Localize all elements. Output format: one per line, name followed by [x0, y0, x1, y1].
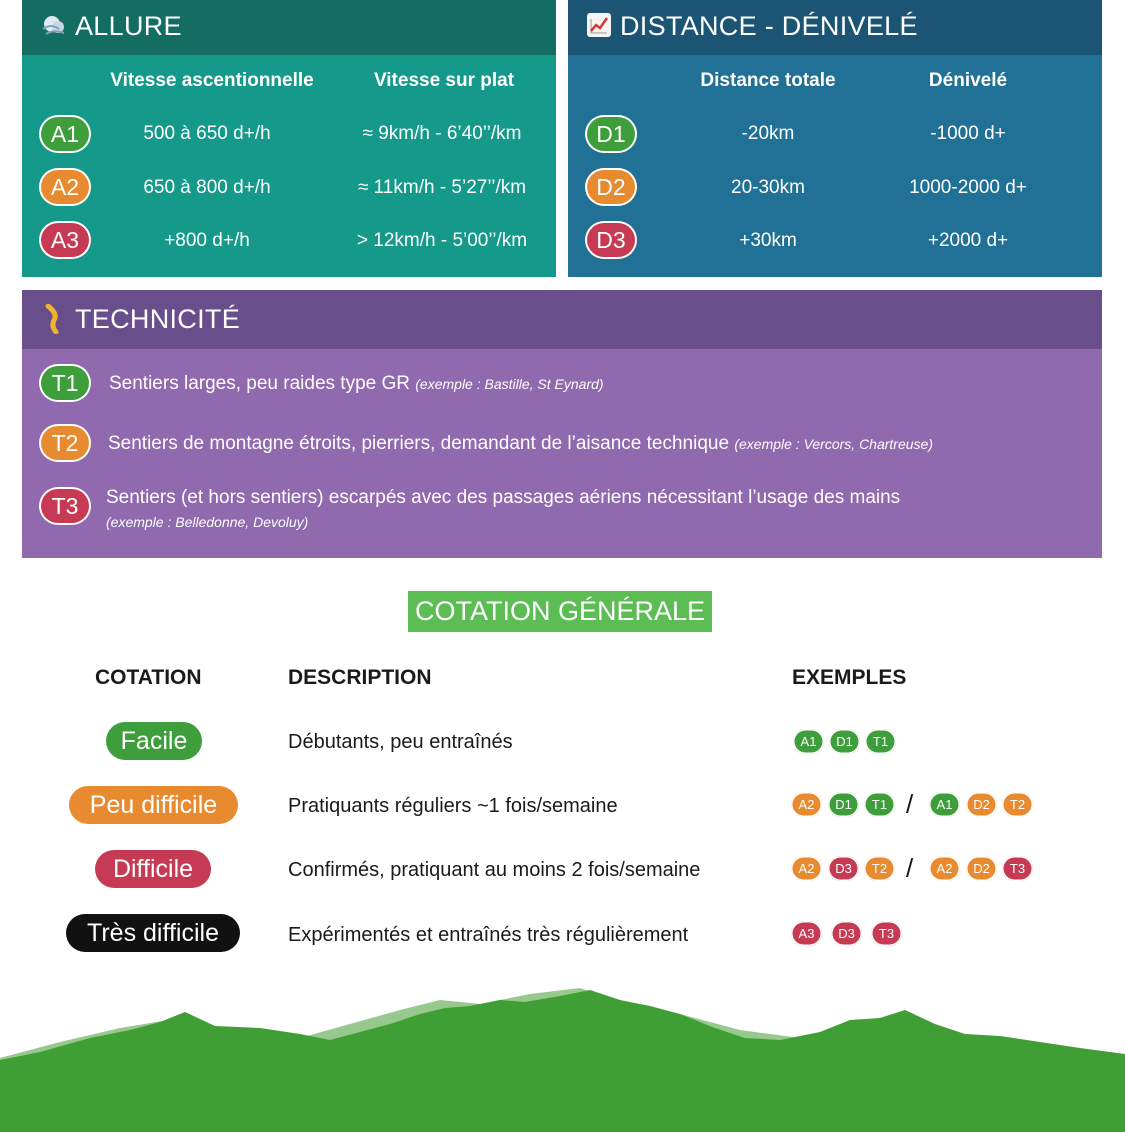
example-badge: T1 — [864, 792, 895, 817]
example-badge: A3 — [791, 921, 822, 946]
distance-panel — [568, 0, 1102, 277]
cotation-label-facile: Facile — [106, 722, 202, 760]
example-badge: D2 — [966, 792, 997, 817]
distance-col-denivele: Dénivelé — [928, 70, 1008, 91]
tech-t2-text: Sentiers de montagne étroits, pierriers, demandant de l’aisance technique — [108, 433, 735, 454]
tech-t3-text: Sentiers (et hors sentiers) escarpés avec des passages aériens nécessitant l’usage des mains — [106, 487, 901, 508]
example-badge: T2 — [864, 856, 895, 881]
tech-t3-example: (exemple : Belledonne, Devoluy) — [106, 514, 309, 530]
example-separator: / — [906, 789, 914, 819]
example-badge: D1 — [828, 792, 859, 817]
example-badge: A2 — [791, 792, 822, 817]
distance-col-total: Distance totale — [700, 70, 836, 91]
example-badge: A1 — [793, 729, 824, 754]
allure-a3-plat: > 12km/h - 5’00’’/km — [356, 230, 528, 251]
cotation-desc-facile: Débutants, peu entraînés — [288, 731, 513, 753]
tech-t1-example: (exemple : Bastille, St Eynard) — [415, 376, 604, 392]
tech-t2-description — [108, 433, 933, 455]
allure-a2-ascension: 650 à 800 d+/h — [143, 177, 271, 198]
cotation-label-difficile: Difficile — [95, 850, 211, 888]
tech-t2-example: (exemple : Vercors, Chartreuse) — [734, 436, 933, 452]
example-badge: A1 — [929, 792, 960, 817]
tech-t1-description — [109, 373, 604, 395]
leg-icon — [44, 304, 62, 339]
allure-code-a1: A1 — [39, 115, 91, 153]
cotation-title: COTATION GÉNÉRALE — [408, 591, 712, 632]
allure-a1-ascension: 500 à 650 d+/h — [143, 123, 271, 144]
example-separator: / — [906, 853, 914, 883]
allure-a3-ascension: +800 d+/h — [164, 230, 250, 251]
example-badge: T3 — [1002, 856, 1033, 881]
example-badge: D3 — [828, 856, 859, 881]
distance-code-d2: D2 — [585, 168, 637, 206]
mountain-landscape — [0, 980, 1125, 1132]
distance-d3-denivele: +2000 d+ — [927, 230, 1009, 251]
cotation-desc-tres-difficile: Expérimentés et entraînés très régulièrement — [288, 924, 689, 946]
tech-t1-text: Sentiers larges, peu raides type GR — [109, 373, 416, 394]
allure-a1-plat: ≈ 9km/h - 6’40’’/km — [362, 123, 522, 144]
example-badge: D3 — [831, 921, 862, 946]
technicite-title: TECHNICITÉ — [75, 304, 240, 334]
example-badge: T3 — [871, 921, 902, 946]
example-badge: A2 — [929, 856, 960, 881]
tech-code-t2: T2 — [39, 424, 91, 462]
example-badge: A2 — [791, 856, 822, 881]
cotation-label-tres-difficile: Très difficile — [66, 914, 240, 952]
distance-code-d1: D1 — [585, 115, 637, 153]
allure-header — [22, 0, 556, 55]
distance-code-d3: D3 — [585, 221, 637, 259]
distance-d3-total: +30km — [739, 230, 797, 251]
allure-title: ALLURE — [75, 11, 182, 41]
example-badge: T1 — [865, 729, 896, 754]
cotation-desc-peu-difficile: Pratiquants réguliers ~1 fois/semaine — [288, 795, 618, 817]
allure-a2-plat: ≈ 11km/h - 5’27’’/km — [357, 177, 527, 198]
example-badge: D1 — [829, 729, 860, 754]
allure-col-ascension: Vitesse ascentionnelle — [110, 70, 314, 91]
distance-d1-total: -20km — [741, 123, 795, 144]
mountain-front — [0, 990, 1125, 1132]
cotation-header-cotation: COTATION — [95, 666, 202, 689]
tech-code-t1: T1 — [39, 364, 91, 402]
chart-up-icon — [586, 12, 612, 43]
allure-panel — [22, 0, 556, 277]
cotation-desc-difficile: Confirmés, pratiquant au moins 2 fois/semaine — [288, 859, 701, 881]
allure-col-plat: Vitesse sur plat — [373, 70, 515, 91]
technicite-panel — [22, 290, 1102, 558]
cotation-header-exemples: EXEMPLES — [792, 666, 907, 689]
distance-d2-total: 20-30km — [731, 177, 805, 198]
distance-header — [568, 0, 1102, 55]
allure-code-a2: A2 — [39, 168, 91, 206]
tech-code-t3: T3 — [39, 487, 91, 525]
example-badge: T2 — [1002, 792, 1033, 817]
distance-d2-denivele: 1000-2000 d+ — [909, 177, 1027, 198]
allure-code-a3: A3 — [39, 221, 91, 259]
technicite-header — [22, 290, 1102, 349]
cotation-label-peu-difficile: Peu difficile — [69, 786, 238, 824]
distance-d1-denivele: -1000 d+ — [930, 123, 1006, 144]
cotation-header-description: DESCRIPTION — [288, 666, 432, 689]
wind-icon — [40, 12, 70, 45]
distance-title: DISTANCE - DÉNIVELÉ — [620, 11, 918, 41]
example-badge: D2 — [966, 856, 997, 881]
